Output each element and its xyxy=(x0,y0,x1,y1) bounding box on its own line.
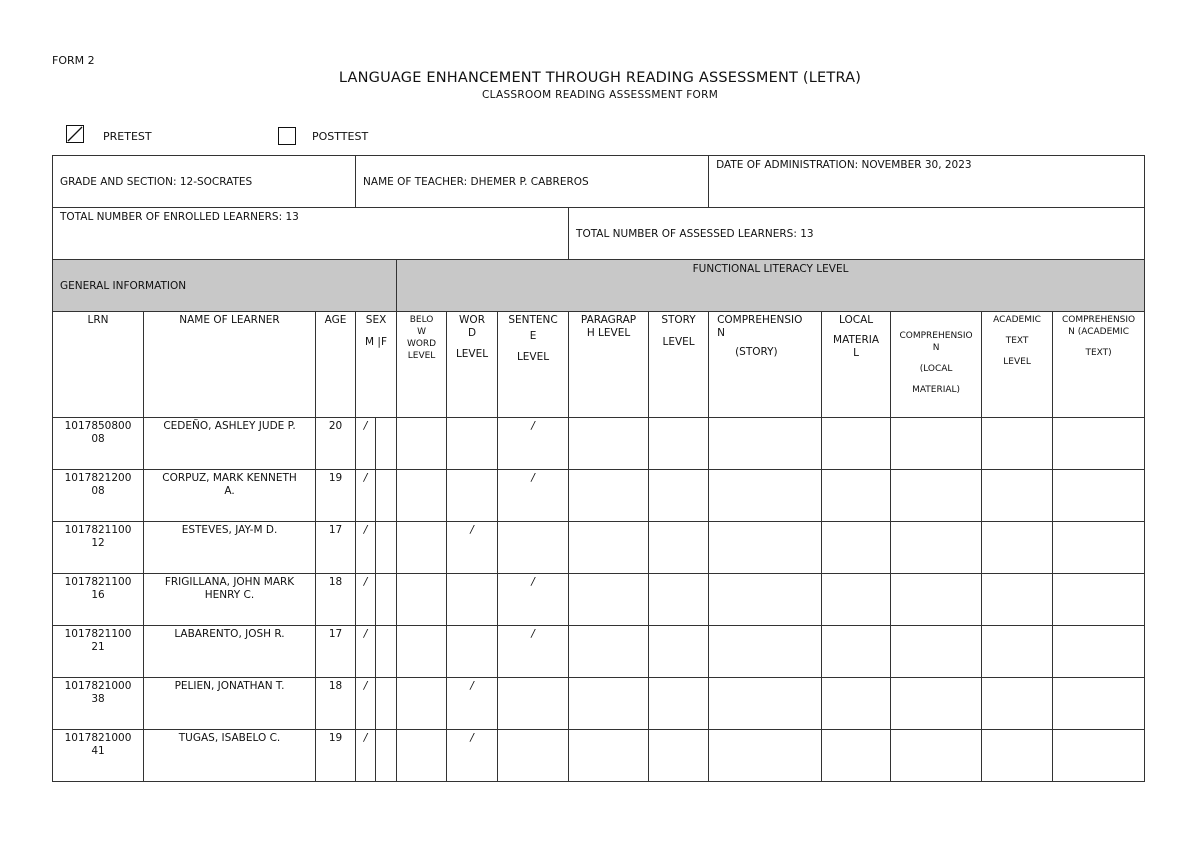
cell-comp-story[interactable] xyxy=(709,730,822,782)
col-comp-local-b: N xyxy=(932,343,940,353)
col-lrn-text: LRN xyxy=(87,314,109,326)
mark-text: / xyxy=(531,576,535,588)
cell-f[interactable] xyxy=(376,730,397,782)
age-text: 18 xyxy=(328,576,343,588)
cell-academic[interactable] xyxy=(982,678,1053,730)
enrolled-cell xyxy=(53,208,569,260)
learner-name-text: LABARENTO, JOSH R. xyxy=(174,628,285,640)
col-header-paragraph xyxy=(569,312,649,418)
lrn-text: 1017821000 xyxy=(64,680,132,692)
cell-comp-acad[interactable] xyxy=(1053,678,1145,730)
cell-name[interactable] xyxy=(144,574,316,626)
cell-m[interactable] xyxy=(356,678,376,730)
cell-age[interactable] xyxy=(316,418,356,470)
col-comp-acad-c: TEXT) xyxy=(1085,348,1112,358)
col-header-name xyxy=(144,312,316,418)
cell-lrn[interactable] xyxy=(53,418,144,470)
document-title: LANGUAGE ENHANCEMENT THROUGH READING ASSESSMENT (LETRA) xyxy=(338,70,862,86)
age-text: 20 xyxy=(328,420,343,432)
cell-sentence[interactable] xyxy=(498,418,569,470)
col-header-comp-story xyxy=(709,312,822,418)
cell-age[interactable] xyxy=(316,730,356,782)
cell-name[interactable] xyxy=(144,678,316,730)
teacher-name-text: NAME OF TEACHER: DHEMER P. CABREROS xyxy=(363,175,589,188)
cell-below-word[interactable] xyxy=(397,522,447,574)
col-name-text: NAME OF LEARNER xyxy=(179,314,280,326)
lrn-text: 1017821200 xyxy=(64,472,132,484)
table-row xyxy=(53,574,1145,626)
learner-name-text: TUGAS, ISABELO C. xyxy=(178,732,281,744)
cell-sentence[interactable] xyxy=(498,522,569,574)
lrn-text-cont: 21 xyxy=(91,641,105,653)
col-header-sentence xyxy=(498,312,569,418)
cell-academic[interactable] xyxy=(982,470,1053,522)
cell-f[interactable] xyxy=(376,418,397,470)
posttest-label: POSTTEST xyxy=(312,130,369,143)
cell-story[interactable] xyxy=(649,678,709,730)
functional-literacy-label: FUNCTIONAL LITERACY LEVEL xyxy=(692,263,849,275)
cell-below-word[interactable] xyxy=(397,678,447,730)
mark-text: / xyxy=(531,420,535,432)
lrn-text: 1017821000 xyxy=(64,732,132,744)
cell-comp-local[interactable] xyxy=(891,522,982,574)
form-number-label: FORM 2 xyxy=(52,54,95,67)
cell-local[interactable] xyxy=(822,418,891,470)
cell-sentence[interactable] xyxy=(498,730,569,782)
cell-local[interactable] xyxy=(822,522,891,574)
cell-f[interactable] xyxy=(376,626,397,678)
col-story-b: LEVEL xyxy=(662,336,695,348)
cell-sentence[interactable] xyxy=(498,626,569,678)
grade-section-text: GRADE AND SECTION: 12-SOCRATES xyxy=(60,175,253,188)
lrn-text-cont: 08 xyxy=(91,485,105,497)
cell-m[interactable] xyxy=(356,574,376,626)
cell-comp-story[interactable] xyxy=(709,522,822,574)
cell-word[interactable] xyxy=(447,522,498,574)
cell-name[interactable] xyxy=(144,522,316,574)
cell-comp-acad[interactable] xyxy=(1053,470,1145,522)
col-header-story xyxy=(649,312,709,418)
col-local-b: MATERIA xyxy=(833,334,880,346)
col-sentence-a: SENTENC xyxy=(508,314,558,326)
cell-word[interactable] xyxy=(447,678,498,730)
learner-name-text: FRIGILLANA, JOHN MARK xyxy=(164,576,295,588)
col-age-text: AGE xyxy=(324,314,347,326)
cell-f[interactable] xyxy=(376,470,397,522)
pretest-checkbox[interactable] xyxy=(66,125,84,143)
cell-lrn[interactable] xyxy=(53,626,144,678)
lrn-text: 1017821100 xyxy=(64,576,132,588)
cell-name[interactable] xyxy=(144,418,316,470)
col-paragraph-b: H LEVEL xyxy=(586,327,631,339)
cell-paragraph[interactable] xyxy=(569,470,649,522)
learner-name-text-cont: A. xyxy=(224,485,235,497)
col-header-comp-local xyxy=(891,312,982,418)
cell-lrn[interactable] xyxy=(53,730,144,782)
age-text: 19 xyxy=(328,472,343,484)
col-sentence-b: E xyxy=(529,330,537,342)
mark-text: / xyxy=(531,628,535,640)
lrn-text-cont: 12 xyxy=(91,537,105,549)
cell-below-word[interactable] xyxy=(397,730,447,782)
col-comp-local-c: (LOCAL xyxy=(919,364,953,374)
cell-paragraph[interactable] xyxy=(569,522,649,574)
col-header-comp-academic xyxy=(1053,312,1145,418)
cell-word[interactable] xyxy=(447,626,498,678)
mark-text: / xyxy=(363,628,368,640)
col-header-word xyxy=(447,312,498,418)
cell-comp-acad[interactable] xyxy=(1053,626,1145,678)
pretest-label: PRETEST xyxy=(103,130,152,143)
mark-text: / xyxy=(470,680,474,692)
col-comp-acad-b: N (ACADEMIC xyxy=(1068,327,1129,337)
cell-name[interactable] xyxy=(144,470,316,522)
enrolled-learners-text: TOTAL NUMBER OF ENROLLED LEARNERS: 13 xyxy=(60,211,299,223)
cell-comp-story[interactable] xyxy=(709,470,822,522)
assessed-learners-text: TOTAL NUMBER OF ASSESSED LEARNERS: 13 xyxy=(576,227,814,240)
cell-below-word[interactable] xyxy=(397,626,447,678)
col-academic-b: TEXT xyxy=(1005,336,1029,346)
teacher-cell xyxy=(356,156,709,208)
mark-text: / xyxy=(363,576,368,588)
cell-comp-story[interactable] xyxy=(709,574,822,626)
cell-m[interactable] xyxy=(356,418,376,470)
cell-name[interactable] xyxy=(144,730,316,782)
cell-comp-local[interactable] xyxy=(891,574,982,626)
col-academic-c: LEVEL xyxy=(1003,357,1031,367)
cell-paragraph[interactable] xyxy=(569,730,649,782)
cell-academic[interactable] xyxy=(982,418,1053,470)
cell-academic[interactable] xyxy=(982,522,1053,574)
cell-below-word[interactable] xyxy=(397,418,447,470)
age-text: 19 xyxy=(328,732,343,744)
cell-comp-acad[interactable] xyxy=(1053,418,1145,470)
cell-m[interactable] xyxy=(356,626,376,678)
cell-age[interactable] xyxy=(316,678,356,730)
learner-name-text: CEDEÑO, ASHLEY JUDE P. xyxy=(163,420,296,432)
col-comp-acad-a: COMPREHENSIO xyxy=(1061,315,1136,325)
cell-story[interactable] xyxy=(649,730,709,782)
cell-sentence[interactable] xyxy=(498,470,569,522)
mark-text: / xyxy=(531,472,535,484)
lrn-text-cont: 38 xyxy=(91,693,105,705)
cell-local[interactable] xyxy=(822,730,891,782)
learner-name-text: PELIEN, JONATHAN T. xyxy=(174,680,285,692)
cell-below-word[interactable] xyxy=(397,470,447,522)
table-row xyxy=(53,418,1145,470)
col-header-local-material xyxy=(822,312,891,418)
age-text: 17 xyxy=(328,524,343,536)
mark-text: / xyxy=(363,732,368,744)
mark-text: / xyxy=(363,420,368,432)
cell-local[interactable] xyxy=(822,626,891,678)
col-header-lrn xyxy=(53,312,144,418)
cell-comp-story[interactable] xyxy=(709,678,822,730)
cell-story[interactable] xyxy=(649,418,709,470)
cell-lrn[interactable] xyxy=(53,522,144,574)
cell-story[interactable] xyxy=(649,522,709,574)
col-word-b: D xyxy=(467,327,477,339)
col-word-a: WOR xyxy=(459,314,485,326)
mark-text: / xyxy=(363,680,368,692)
col-paragraph-a: PARAGRAP xyxy=(580,314,637,326)
col-header-academic xyxy=(982,312,1053,418)
col-below-word-b: W xyxy=(417,327,426,337)
cell-below-word[interactable] xyxy=(397,574,447,626)
age-text: 18 xyxy=(328,680,343,692)
lrn-text-cont: 08 xyxy=(91,433,105,445)
lrn-text: 1017821100 xyxy=(64,628,132,640)
col-comp-local-a: COMPREHENSIO xyxy=(899,331,973,341)
col-comp-story-a: COMPREHENSIO xyxy=(717,314,803,326)
table-row xyxy=(53,470,1145,522)
lrn-text-cont: 41 xyxy=(91,745,105,757)
col-header-sex xyxy=(356,312,397,418)
cell-comp-acad[interactable] xyxy=(1053,522,1145,574)
cell-f[interactable] xyxy=(376,678,397,730)
col-comp-story-c: (STORY) xyxy=(735,346,778,358)
cell-word[interactable] xyxy=(447,730,498,782)
cell-word[interactable] xyxy=(447,470,498,522)
cell-local[interactable] xyxy=(822,574,891,626)
learner-name-text: ESTEVES, JAY-M D. xyxy=(181,524,278,536)
learner-name-text-cont: HENRY C. xyxy=(204,589,255,601)
cell-comp-acad[interactable] xyxy=(1053,730,1145,782)
cell-age[interactable] xyxy=(316,574,356,626)
cell-comp-local[interactable] xyxy=(891,626,982,678)
cell-local[interactable] xyxy=(822,470,891,522)
cell-comp-story[interactable] xyxy=(709,626,822,678)
cell-academic[interactable] xyxy=(982,626,1053,678)
learner-name-text: CORPUZ, MARK KENNETH xyxy=(162,472,297,484)
table-row xyxy=(53,730,1145,782)
date-cell xyxy=(709,156,1145,208)
cell-paragraph[interactable] xyxy=(569,626,649,678)
cell-m[interactable] xyxy=(356,522,376,574)
cell-academic[interactable] xyxy=(982,730,1053,782)
cell-story[interactable] xyxy=(649,574,709,626)
cell-sentence[interactable] xyxy=(498,574,569,626)
functional-literacy-header xyxy=(397,260,1145,312)
grade-section-cell xyxy=(53,156,356,208)
cell-academic[interactable] xyxy=(982,574,1053,626)
cell-age[interactable] xyxy=(316,626,356,678)
lrn-text: 1017821100 xyxy=(64,524,132,536)
learner-rows xyxy=(53,418,1145,782)
assessment-table xyxy=(52,155,1145,782)
mark-text: / xyxy=(470,732,474,744)
col-comp-story-b: N xyxy=(717,327,725,339)
cell-comp-acad[interactable] xyxy=(1053,574,1145,626)
cell-word[interactable] xyxy=(447,418,498,470)
general-info-label: GENERAL INFORMATION xyxy=(60,279,187,292)
col-below-word-c: WORD xyxy=(406,339,437,349)
cell-comp-story[interactable] xyxy=(709,418,822,470)
col-sex-text: SEX xyxy=(365,314,387,326)
mark-text: / xyxy=(470,524,474,536)
cell-f[interactable] xyxy=(376,522,397,574)
col-comp-local-d: MATERIAL) xyxy=(912,385,961,395)
col-local-a: LOCAL xyxy=(839,314,874,326)
col-below-word-d: LEVEL xyxy=(407,351,436,361)
col-sex-mf-text: M |F xyxy=(365,336,388,348)
col-academic-a: ACADEMIC xyxy=(993,315,1041,325)
mark-text: / xyxy=(363,524,368,536)
cell-name[interactable] xyxy=(144,626,316,678)
cell-comp-local[interactable] xyxy=(891,418,982,470)
table-row xyxy=(53,522,1145,574)
age-text: 17 xyxy=(328,628,343,640)
date-administration-text: DATE OF ADMINISTRATION: NOVEMBER 30, 2023 xyxy=(716,159,972,171)
posttest-checkbox[interactable] xyxy=(278,127,296,145)
col-header-age xyxy=(316,312,356,418)
checkmark-slash-icon xyxy=(66,125,84,143)
cell-age[interactable] xyxy=(316,522,356,574)
col-story-a: STORY xyxy=(661,314,696,326)
assessed-cell xyxy=(569,208,1145,260)
cell-comp-local[interactable] xyxy=(891,730,982,782)
document-subtitle: CLASSROOM READING ASSESSMENT FORM xyxy=(481,89,719,101)
cell-local[interactable] xyxy=(822,678,891,730)
lrn-text-cont: 16 xyxy=(91,589,105,601)
general-info-header xyxy=(53,260,397,312)
cell-paragraph[interactable] xyxy=(569,418,649,470)
table-row xyxy=(53,678,1145,730)
col-below-word-a: BELO xyxy=(409,315,434,325)
table-row xyxy=(53,626,1145,678)
cell-lrn[interactable] xyxy=(53,574,144,626)
cell-lrn[interactable] xyxy=(53,678,144,730)
col-header-below-word xyxy=(397,312,447,418)
cell-f[interactable] xyxy=(376,574,397,626)
cell-story[interactable] xyxy=(649,470,709,522)
cell-word[interactable] xyxy=(447,574,498,626)
lrn-text: 1017850800 xyxy=(64,420,132,432)
cell-sentence[interactable] xyxy=(498,678,569,730)
col-local-c: L xyxy=(853,347,859,359)
cell-paragraph[interactable] xyxy=(569,678,649,730)
col-sentence-c: LEVEL xyxy=(516,351,550,363)
cell-story[interactable] xyxy=(649,626,709,678)
mark-text: / xyxy=(363,472,368,484)
col-word-c: LEVEL xyxy=(455,348,489,360)
cell-paragraph[interactable] xyxy=(569,574,649,626)
cell-lrn[interactable] xyxy=(53,470,144,522)
cell-comp-local[interactable] xyxy=(891,678,982,730)
cell-age[interactable] xyxy=(316,470,356,522)
cell-m[interactable] xyxy=(356,730,376,782)
cell-m[interactable] xyxy=(356,470,376,522)
cell-comp-local[interactable] xyxy=(891,470,982,522)
